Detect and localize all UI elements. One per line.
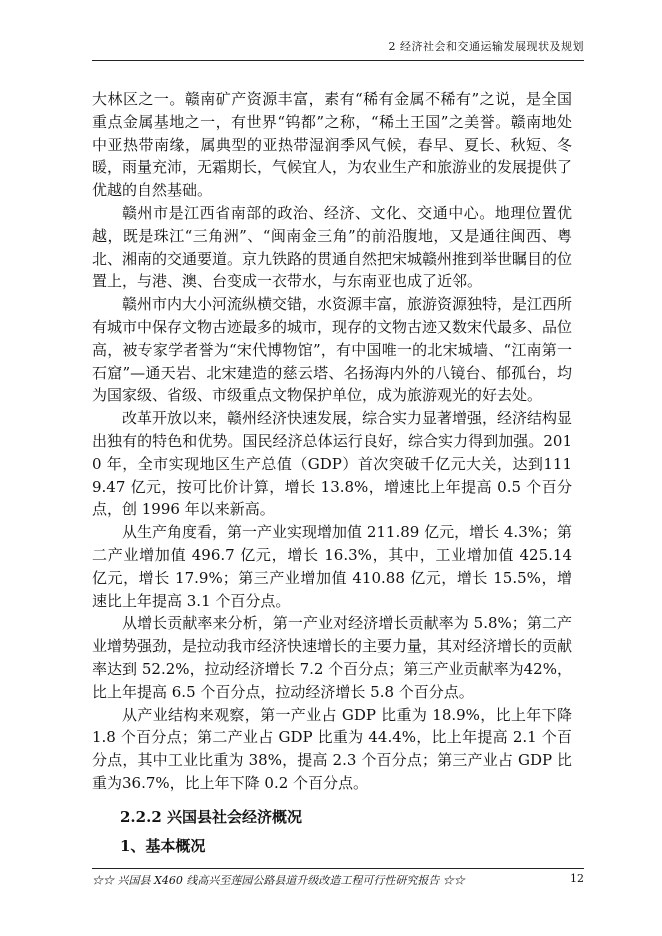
footer-divider	[92, 868, 584, 869]
paragraph-natural-resources: 大林区之一。赣南矿产资源丰富，素有“稀有金属不稀有”之说，是全国重点金属基地之一，有世界“钨都”之称，“稀土王国”之美誉。赣南地处中亚热带南缘，属典型的亚热带湿润季风气候，春早、夏长、秋短、冬暖，雨量充沛，无霜期长，气候宜人，为农业生产和旅游业的发展提供了优越的自然基础。	[92, 90, 573, 200]
paragraph-structure: 从产业结构来观察，第一产业占 GDP 比重为 18.9%，比上年下降1.8 个百分点；第二产业占 GDP 比重为 44.4%，比上年提高 2.1 个百分点，其中工业比重为 38%，提高 2.3 个百分点；第三产业占 GDP 比重为36.7%，比上年下降 0.2 个百分点。	[92, 705, 572, 792]
page-footer	[92, 872, 584, 888]
footer-report-title: ☆☆ 兴国县 X460 线高兴至莲园公路县道升级改造工程可行性研究报告 ☆☆	[92, 874, 465, 887]
paragraph-contribution: 从增长贡献率来分析，第一产业对经济增长贡献率为 5.8%；第二产业增势强劲，是拉动我市经济快速增长的主要力量，其对经济增长的贡献率达到 52.2%，拉动经济增长 7.2 个百分点；第三产业贡献率为42%，比上年提高 6.5 个百分点，拉动经济增长 5.8 个百分点。	[92, 614, 573, 701]
section-heading-2-2-2: 2.2.2 兴国县社会经济概况	[120, 808, 302, 826]
subsection-heading-basic-overview: 1、基本概况	[120, 837, 206, 855]
paragraph-location: 赣州市是江西省南部的政治、经济、文化、交通中心。地理位置优越，既是珠江“三角洲”、“闽南金三角”的前沿腹地，又是通往闽西、粤北、湘南的交通要道。京九铁路的贯通自然把宋城赣州推到举世瞩目的位置上，与港、澳、台变成一衣带水，与东南亚也成了近邻。	[92, 203, 573, 291]
running-header: 2 经济社会和交通运输发展现状及规划	[388, 40, 584, 53]
paragraph-production: 从生产角度看，第一产业实现增加值 211.89 亿元，增长 4.3%；第二产业增加值 496.7 亿元，增长 16.3%，其中，工业增加值 425.14 亿元，增长 17.9%；第三产业增加值 410.88 亿元，增长 15.5%，增速比上年提高 3.1 个百分点。	[92, 523, 572, 610]
page-number: 12	[570, 872, 584, 885]
header-divider	[92, 60, 584, 61]
paragraph-economy-overview: 改革开放以来，赣州经济快速发展，综合实力显著增强，经济结构显出独有的特色和优势。国民经济总体运行良好，综合实力得到加强。2010 年，全市实现地区生产总值（GDP）首次突破千亿元大关，达到1119.47 亿元，按可比价计算，增长 13.8%，增速比上年提高 0.5 个百分点，创 1996 年以来新高。	[92, 409, 573, 519]
paragraph-tourism: 赣州市内大小河流纵横交错，水资源丰富，旅游资源独特，是江西所有城市中保存文物古迹最多的城市，现存的文物古迹又数宋代最多、品位高，被专家学者誉为“宋代博物馆”，有中国唯一的北宋城墙、“江南第一石窟”—通天岩、北宋建造的慈云塔、名扬海内外的八镜台、郁孤台，均为国家级、省级、市级重点文物保护单位，成为旅游观光的好去处。	[92, 295, 573, 405]
body-text	[92, 88, 572, 795]
